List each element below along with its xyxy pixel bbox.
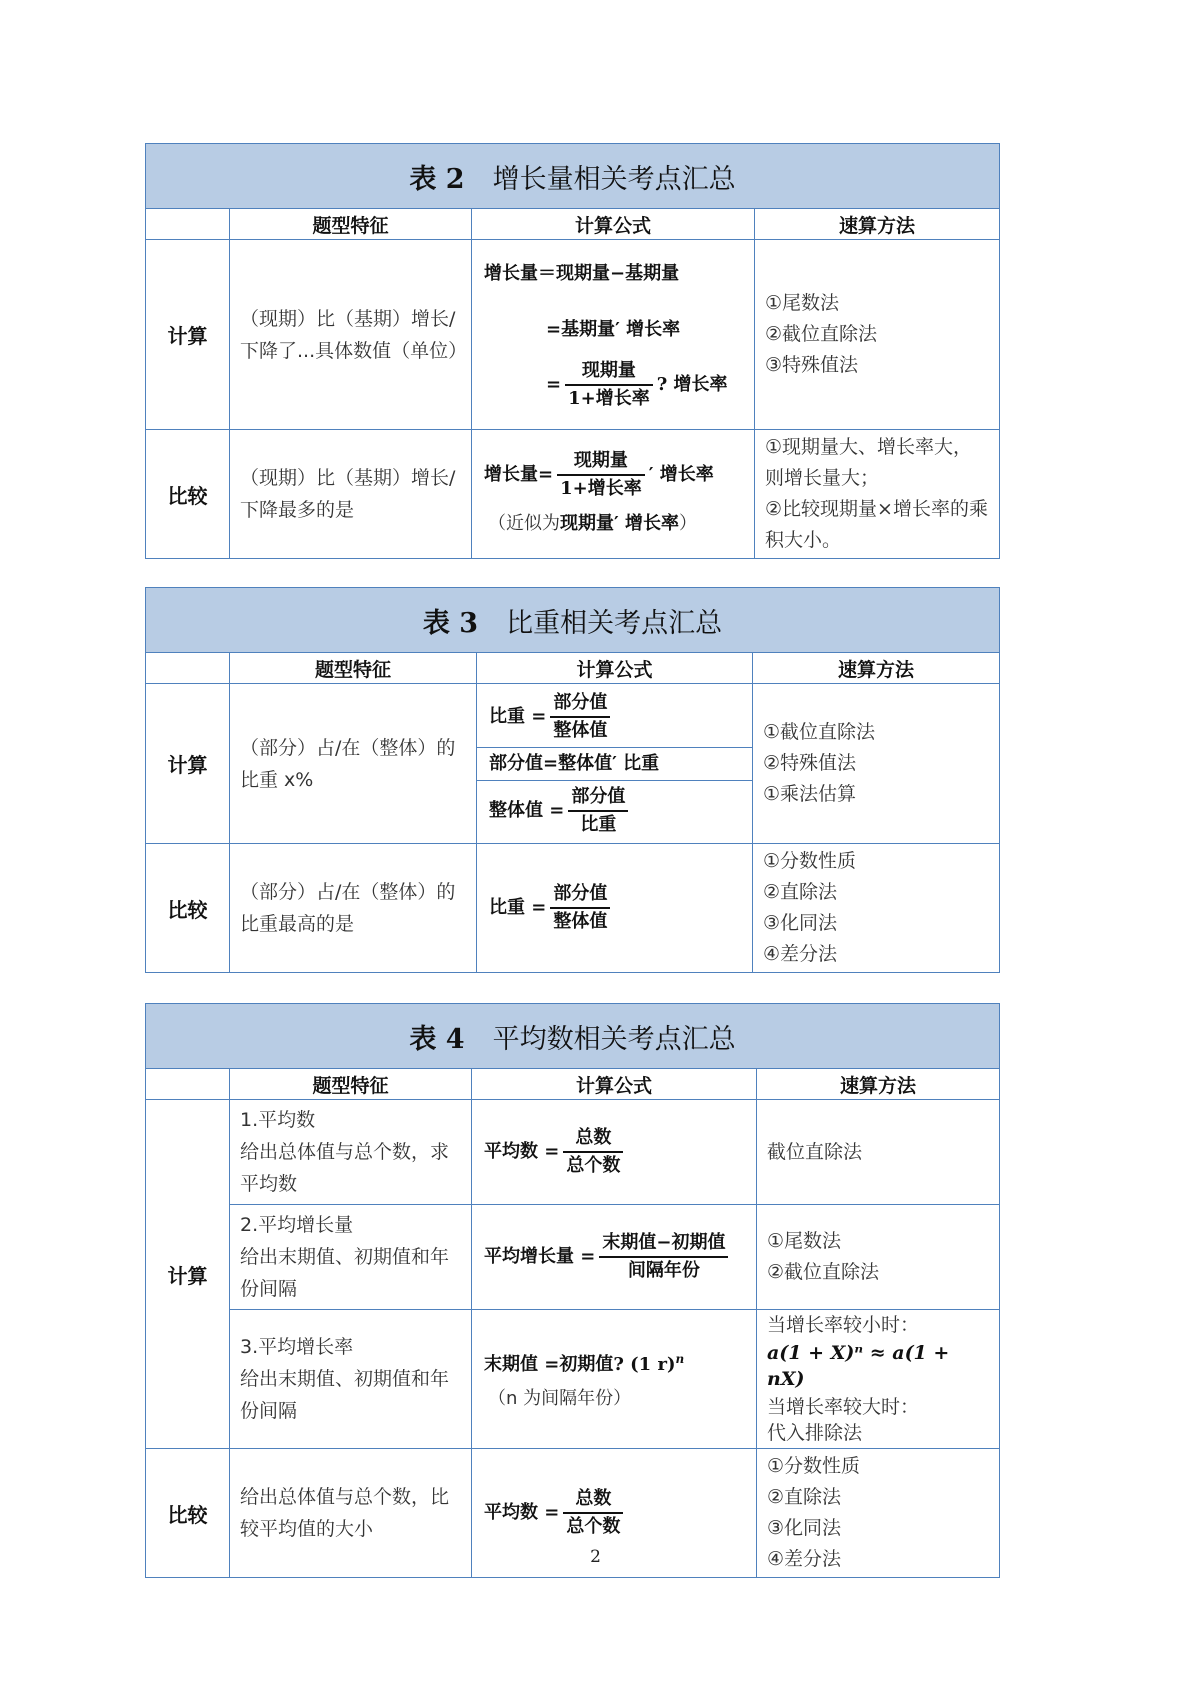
method-item: ①截位直除法 [763, 721, 876, 743]
numerator: 末期值−初期值 [599, 1231, 728, 1258]
header-method: 速算方法 [753, 653, 1000, 684]
formula-exponent: n [675, 1352, 685, 1366]
feature-cell [230, 1310, 472, 1449]
header-formula: 计算公式 [472, 209, 755, 240]
header-empty [146, 209, 230, 240]
method-item: ②截位直除法 [765, 323, 878, 345]
table-row [146, 240, 1000, 430]
feature-line: 2.平均增长量 [240, 1214, 354, 1236]
denominator: 整体值 [553, 911, 608, 932]
method-item: 当增长率较大时： [767, 1396, 920, 1418]
denominator: 1+增长率 [560, 478, 642, 499]
formula-line: 部分值=整体值′ 比重 [477, 748, 752, 781]
numerator: 部分值 [568, 785, 628, 812]
formula-cell [472, 240, 755, 430]
feature-line: 给出末期值、初期值和年份间隔 [240, 1368, 450, 1422]
feature-cell: （现期）比（基期）增长/下降了...具体数值（单位） [230, 240, 472, 430]
header-empty [146, 653, 230, 684]
formula-note [484, 509, 742, 539]
formula-cell [472, 1310, 757, 1449]
numerator: 现期量 [557, 449, 645, 476]
fraction [563, 1126, 623, 1178]
method-item: 代入排除法 [767, 1422, 863, 1444]
table-number: 表 4 [409, 1023, 465, 1055]
method-item: ④差分法 [767, 1548, 842, 1570]
row-label: 比较 [146, 430, 230, 559]
feature-cell: （部分）占/在（整体）的比重 x% [230, 684, 477, 844]
method-item: ①尾数法 [765, 292, 840, 314]
feature-cell: （部分）占/在（整体）的比重最高的是 [230, 844, 477, 973]
method-cell [757, 1310, 1000, 1449]
formula-line [484, 359, 742, 411]
table-title-text: 平均数相关考点汇总 [492, 1023, 736, 1055]
table-title [146, 1004, 1000, 1069]
formula-line [484, 449, 742, 501]
feature-line: 3.平均增长率 [240, 1336, 354, 1358]
table-average [145, 1003, 1000, 1578]
feature-cell: （现期）比（基期）增长/下降最多的是 [230, 430, 472, 559]
method-item: ②截位直除法 [767, 1261, 880, 1283]
denominator: 总个数 [566, 1516, 621, 1537]
table-title [146, 588, 1000, 653]
header-method: 速算方法 [757, 1069, 1000, 1100]
header-feature: 题型特征 [230, 653, 477, 684]
method-item: ①分数性质 [763, 850, 857, 872]
method-item: 当增长率较小时： [767, 1314, 920, 1336]
feature-line: 给出末期值、初期值和年份间隔 [240, 1246, 450, 1300]
formula-prefix: 平均数 = [484, 1141, 560, 1162]
method-cell [757, 1205, 1000, 1310]
formula-prefix: 比重 = [489, 705, 547, 727]
method-item: ②比较现期量×增长率的乘积大小。 [765, 498, 988, 551]
table-title-text: 增长量相关考点汇总 [492, 163, 736, 195]
formula-prefix: 增长量= [484, 464, 554, 485]
formula-note: （n 为间隔年份） [488, 1388, 632, 1409]
table-title-text: 比重相关考点汇总 [506, 607, 723, 639]
formula-prefix: 平均数 = [484, 1502, 560, 1523]
denominator: 1+增长率 [568, 387, 650, 409]
table-number: 表 3 [422, 607, 479, 639]
formula-line [477, 687, 752, 748]
method-cell [753, 684, 1000, 844]
row-label: 计算 [146, 684, 230, 844]
method-item: ①尾数法 [767, 1230, 842, 1252]
formula-cell [472, 1100, 757, 1205]
fraction [550, 691, 610, 743]
numerator: 部分值 [550, 882, 610, 909]
method-item: ③化同法 [763, 912, 838, 934]
method-cell [757, 1100, 1000, 1205]
method-item: ②直除法 [763, 881, 838, 903]
formula-prefix: 整体值 = [489, 799, 565, 821]
header-feature: 题型特征 [230, 209, 472, 240]
numerator: 部分值 [550, 691, 610, 718]
header-empty [146, 1069, 230, 1100]
fraction [599, 1231, 728, 1283]
formula-prefix: = [546, 373, 562, 395]
fraction [563, 1487, 623, 1539]
formula-line: 增长量＝现期量−基期量 [484, 262, 680, 284]
formula-cell [472, 430, 755, 559]
header-row [146, 1069, 1000, 1100]
method-item: ①分数性质 [767, 1455, 861, 1477]
fraction [565, 359, 653, 411]
table-title [146, 144, 1000, 209]
formula-main: 末期值 =初期值? (1 r) [484, 1354, 676, 1375]
header-feature: 题型特征 [230, 1069, 472, 1100]
row-label: 计算 [146, 240, 230, 430]
fraction [568, 785, 628, 837]
header-formula: 计算公式 [477, 653, 753, 684]
method-item: ③特殊值法 [765, 354, 859, 376]
note-open: （近似为 [488, 513, 560, 534]
numerator: 总数 [563, 1487, 623, 1514]
method-cell [755, 240, 1000, 430]
method-formula: a(1 + X)ⁿ ≈ a(1 + nX) [767, 1342, 950, 1390]
table-row [146, 430, 1000, 559]
row-label: 计算 [146, 1100, 230, 1449]
row-label: 比较 [146, 844, 230, 973]
fraction [550, 882, 610, 934]
formula-line [484, 1342, 744, 1382]
table-row [146, 844, 1000, 973]
formula-prefix: 比重 = [489, 897, 547, 918]
method-item: ②直除法 [767, 1486, 842, 1508]
table-row [146, 1205, 1000, 1310]
denominator: 整体值 [553, 719, 608, 741]
denominator: 总个数 [566, 1155, 621, 1176]
method-item: ②特殊值法 [763, 752, 857, 774]
fraction [557, 449, 645, 501]
table-growth-amount [145, 143, 1000, 559]
formula-line: =基期量′ 增长率 [546, 318, 681, 340]
method-cell [753, 844, 1000, 973]
denominator: 比重 [580, 813, 617, 835]
feature-cell [230, 1100, 472, 1205]
header-formula: 计算公式 [472, 1069, 757, 1100]
table-row [146, 684, 1000, 844]
formula-suffix: ? 增长率 [656, 373, 728, 395]
table-row [146, 1100, 1000, 1205]
header-method: 速算方法 [755, 209, 1000, 240]
method-item: 截位直除法 [767, 1140, 863, 1163]
formula-cell [472, 1205, 757, 1310]
method-cell [755, 430, 1000, 559]
table-number: 表 2 [409, 163, 465, 195]
denominator: 间隔年份 [627, 1260, 700, 1281]
table-proportion [145, 587, 1000, 973]
formula-prefix: 平均增长量 = [484, 1246, 596, 1267]
feature-cell: 给出总体值与总个数，比较平均值的大小 [230, 1449, 472, 1578]
feature-cell [230, 1205, 472, 1310]
feature-line: 给出总体值与总个数，求平均数 [240, 1141, 450, 1195]
method-item: ①现期量大、增长率大，则增长量大； [765, 436, 973, 489]
formula-suffix: ′ 增长率 [648, 464, 714, 485]
header-row [146, 653, 1000, 684]
method-item: ①乘法估算 [763, 783, 857, 805]
feature-line: 1.平均数 [240, 1109, 316, 1131]
note-close: ） [679, 513, 698, 534]
numerator: 现期量 [565, 359, 653, 386]
formula-cell [477, 684, 753, 844]
row-label: 比较 [146, 1449, 230, 1578]
header-row [146, 209, 1000, 240]
numerator: 总数 [563, 1126, 623, 1153]
method-item: ④差分法 [763, 943, 838, 965]
formula-line [477, 781, 752, 841]
formula-cell [477, 844, 753, 973]
method-item: ③化同法 [767, 1517, 842, 1539]
table-row [146, 1310, 1000, 1449]
page-number: 2 [590, 1547, 601, 1567]
note-bold: 现期量′ 增长率 [560, 513, 680, 534]
